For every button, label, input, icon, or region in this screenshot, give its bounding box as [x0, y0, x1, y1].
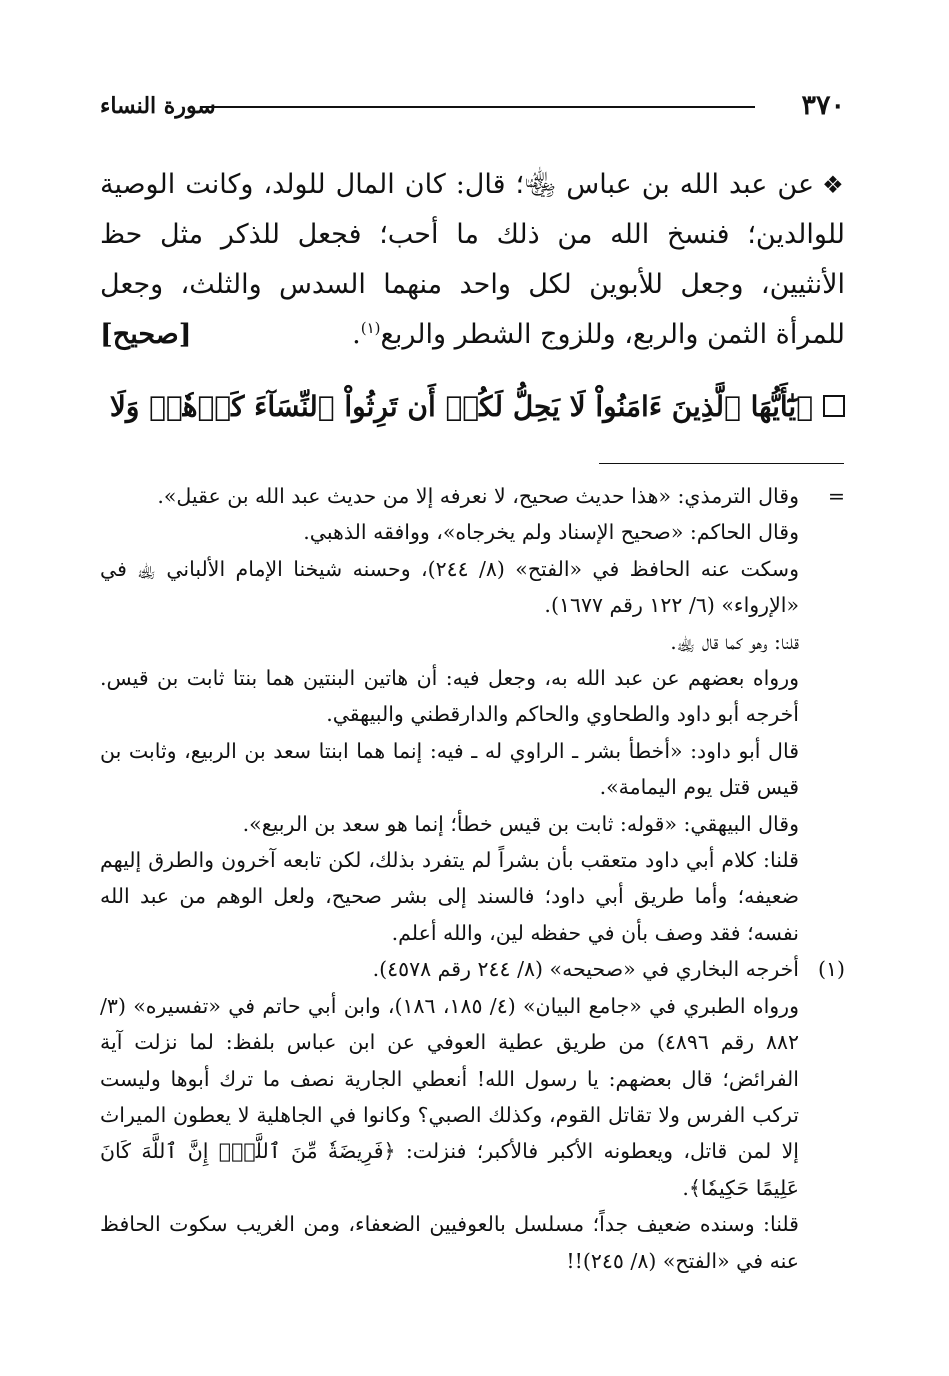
footnote-number: (١): [817, 957, 845, 982]
footnote-continuation-paragraph: قلنا: كلام أبي داود متعقب بأن بشراً لم يتفرد بذلك، لكن تابعه آخرون والطرق إليهم ضعيفه؛ وأما طريق أبي داود؛ فالسند إلى بشر صحيح، ولعل الوهم من عبد الله نفسه؛ فقد وصف بأن في حفظه لين، والله أعلم.: [100, 848, 799, 945]
footnote-reference: (١): [360, 319, 381, 337]
diamond-marker-icon: ❖: [822, 171, 845, 199]
footnote-continuation-paragraph: وقال الحاكم: «صحيح الإسناد ولم يخرجاه»، ووافقه الذهبي.: [303, 520, 799, 545]
hadith-end-punct: .: [352, 319, 361, 350]
square-marker-icon: [823, 395, 845, 417]
continuation-mark: =: [827, 484, 845, 508]
running-title: سورة النساء: [100, 93, 216, 119]
footnote-continuation-paragraph: وسكت عنه الحافظ في «الفتح» (٨/ ٢٤٤)، وحسنه شيخنا الإمام الألباني ﵀ في «الإرواء» (٦/ ١٢٢ رقم ١٦٧٧).: [100, 556, 799, 618]
hadith-paragraph: [100, 160, 845, 360]
footnote-continuation-paragraph: ورواه بعضهم عن عبد الله به، وجعل فيه: أن هاتين البنتين هما بنتا ثابت بن قيس. أخرجه أبو داود والطحاوي والحاكم والدارقطني والبيهقي.: [100, 666, 799, 727]
footnote-1-paragraph: ورواه الطبري في «جامع البيان» (٤/ ١٨٥، ١٨٦)، وابن أبي حاتم في «تفسيره» (٣/ ٨٨٢ رقم ٤٨٩٦) من طريق عطية العوفي عن ابن عباس بلفظ: لما نزلت آية الفرائض؛ قال بعضهم: يا رسول الله! أنعطي الجارية نصف ما ترك أبوها وليست تركب الفرس ولا تقاتل القوم، وكذلك الصبي؟ وكانوا في الجاهلية لا يعطون الميراث إلا لمن قاتل، ويعطونه الأكبر فالأكبر؛ فنزلت: ﴿فَرِيضَةٗ مِّنَ ٱللَّهِۗ إِنَّ ٱللَّهَ كَانَ عَلِيمًا حَكِيمٗا﴾.: [100, 993, 799, 1200]
page-number: ٣٧٠: [801, 90, 845, 121]
footnote-continuation-paragraph: قلنا: وهو كما قال ﵀.: [670, 629, 799, 654]
footnote-1-paragraph: قلنا: وسنده ضعيف جداً؛ مسلسل بالعوفيين الضعفاء، ومن الغريب سكوت الحافظ عنه في «الفتح» (٨/ ٢٤٥)!!: [100, 1212, 799, 1273]
footnote-continuation-paragraph: قال أبو داود: «أخطأ بشر ـ الراوي له ـ فيه: إنما هما ابنتا سعد بن الربيع، وثابت بن قيس قتل يوم اليمامة».: [100, 738, 799, 800]
hadith-grade: [صحيح]: [100, 319, 192, 350]
quran-verse: [100, 380, 845, 434]
verse-text: ﴿يَٰٓأَيُّهَا ٱلَّذِينَ ءَامَنُواْ لَا يَحِلُّ لَكُمۡ أَن تَرِثُواْ ٱلنِّسَآءَ كَرۡهٗاۖ وَلَا: [109, 390, 813, 423]
footnote-1-paragraph: (١) أخرجه البخاري في «صحيحه» (٨/ ٢٤٤ رقم ٤٥٧٨).: [100, 951, 845, 987]
footnote-continuation-paragraph: = وقال الترمذي: «هذا حديث صحيح، لا نعرفه إلا من حديث عبد الله بن عقيل».: [100, 478, 845, 514]
hadith-text: عن عبد الله بن عباس ﵄؛ قال: كان المال للولد، وكانت الوصية للوالدين؛ فنسخ الله من ذلك ما أحب؛ فجعل للذكر مثل حظ الأنثيين، وجعل للأبوين لكل واحد منهما السدس والثلث، وجعل للمرأة الثمن والربع، وللزوج الشطر والربع: [100, 169, 845, 350]
footnote-separator: [599, 463, 844, 464]
footnotes: [100, 478, 845, 1279]
footnote-continuation-paragraph: وقال البيهقي: «قوله: ثابت بن قيس خطأ؛ إنما هو سعد بن الربيع».: [242, 811, 799, 836]
header-rule: [200, 106, 755, 108]
page-header: [100, 86, 845, 126]
